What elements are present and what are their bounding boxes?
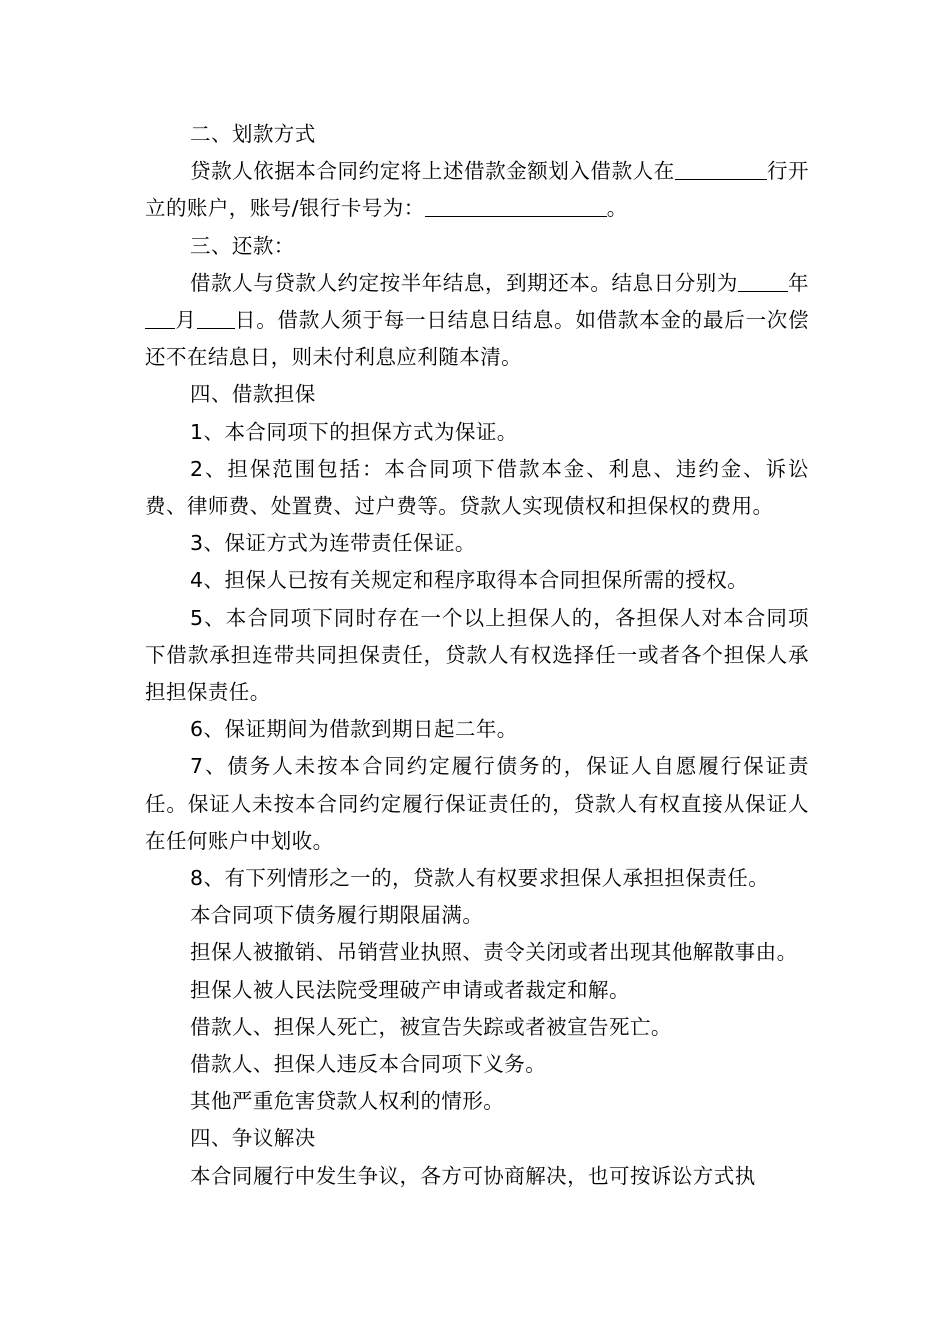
account-number-blank (425, 196, 607, 218)
condition-item-5: 借款人、担保人违反本合同项下义务。 (190, 1052, 547, 1077)
year-blank (738, 270, 788, 292)
bank-name-blank (675, 159, 767, 181)
repayment-clause: 借款人与贷款人约定按半年结息，到期还本。结息日分别为 年月 日。借款人须于每一日结息日结息。如借款本金的最后一次偿还不在结息日，则未付利息应利随本清。 (145, 270, 810, 370)
guarantee-item-5: 5、本合同项下同时存在一个以上担保人的，各担保人对本合同项下借款承担连带共同担保责任，贷款人有权选择任一或者各个担保人承担担保责任。 (145, 605, 809, 705)
transfer-clause: 贷款人依据本合同约定将上述借款金额划入借款人在 行开立的账户，账号/银行卡号为： 。 (145, 159, 809, 221)
condition-item-6: 其他严重危害贷款人权利的情形。 (190, 1089, 505, 1114)
guarantee-item-6: 6、保证期间为借款到期日起二年。 (190, 717, 518, 742)
dispute-clause: 本合同履行中发生争议，各方可协商解决，也可按诉讼方式执 (190, 1163, 756, 1188)
section-heading-guarantee: 四、借款担保 (190, 382, 316, 407)
day-blank (197, 308, 235, 330)
condition-item-2: 担保人被撤销、吊销营业执照、责令关闭或者出现其他解散事由。 (190, 940, 798, 965)
condition-item-1: 本合同项下债务履行期限届满。 (190, 903, 484, 928)
document-body (145, 116, 809, 1195)
condition-item-3: 担保人被人民法院受理破产申请或者裁定和解。 (190, 977, 630, 1002)
guarantee-item-8: 8、有下列情形之一的，贷款人有权要求担保人承担担保责任。 (190, 866, 770, 891)
section-heading-repayment: 三、还款： (190, 233, 295, 258)
month-blank (145, 308, 175, 330)
condition-item-4: 借款人、担保人死亡，被宣告失踪或者被宣告死亡。 (190, 1014, 672, 1039)
guarantee-item-3: 3、保证方式为连带责任保证。 (190, 531, 476, 556)
guarantee-item-1: 1、本合同项下的担保方式为保证。 (190, 419, 518, 444)
section-heading-dispute: 四、争议解决 (190, 1126, 316, 1151)
section-heading-transfer: 二、划款方式 (190, 122, 316, 146)
guarantee-item-2: 2、担保范围包括：本合同项下借款本金、利息、违约金、诉讼费、律师费、处置费、过户费等。贷款人实现债权和担保权的费用。 (145, 456, 809, 519)
guarantee-item-4: 4、担保人已按有关规定和程序取得本合同担保所需的授权。 (190, 568, 749, 593)
guarantee-item-7: 7、债务人未按本合同约定履行债务的，保证人自愿履行保证责任。保证人未按本合同约定履行保证责任的，贷款人有权直接从保证人在任何账户中划收。 (145, 754, 809, 853)
